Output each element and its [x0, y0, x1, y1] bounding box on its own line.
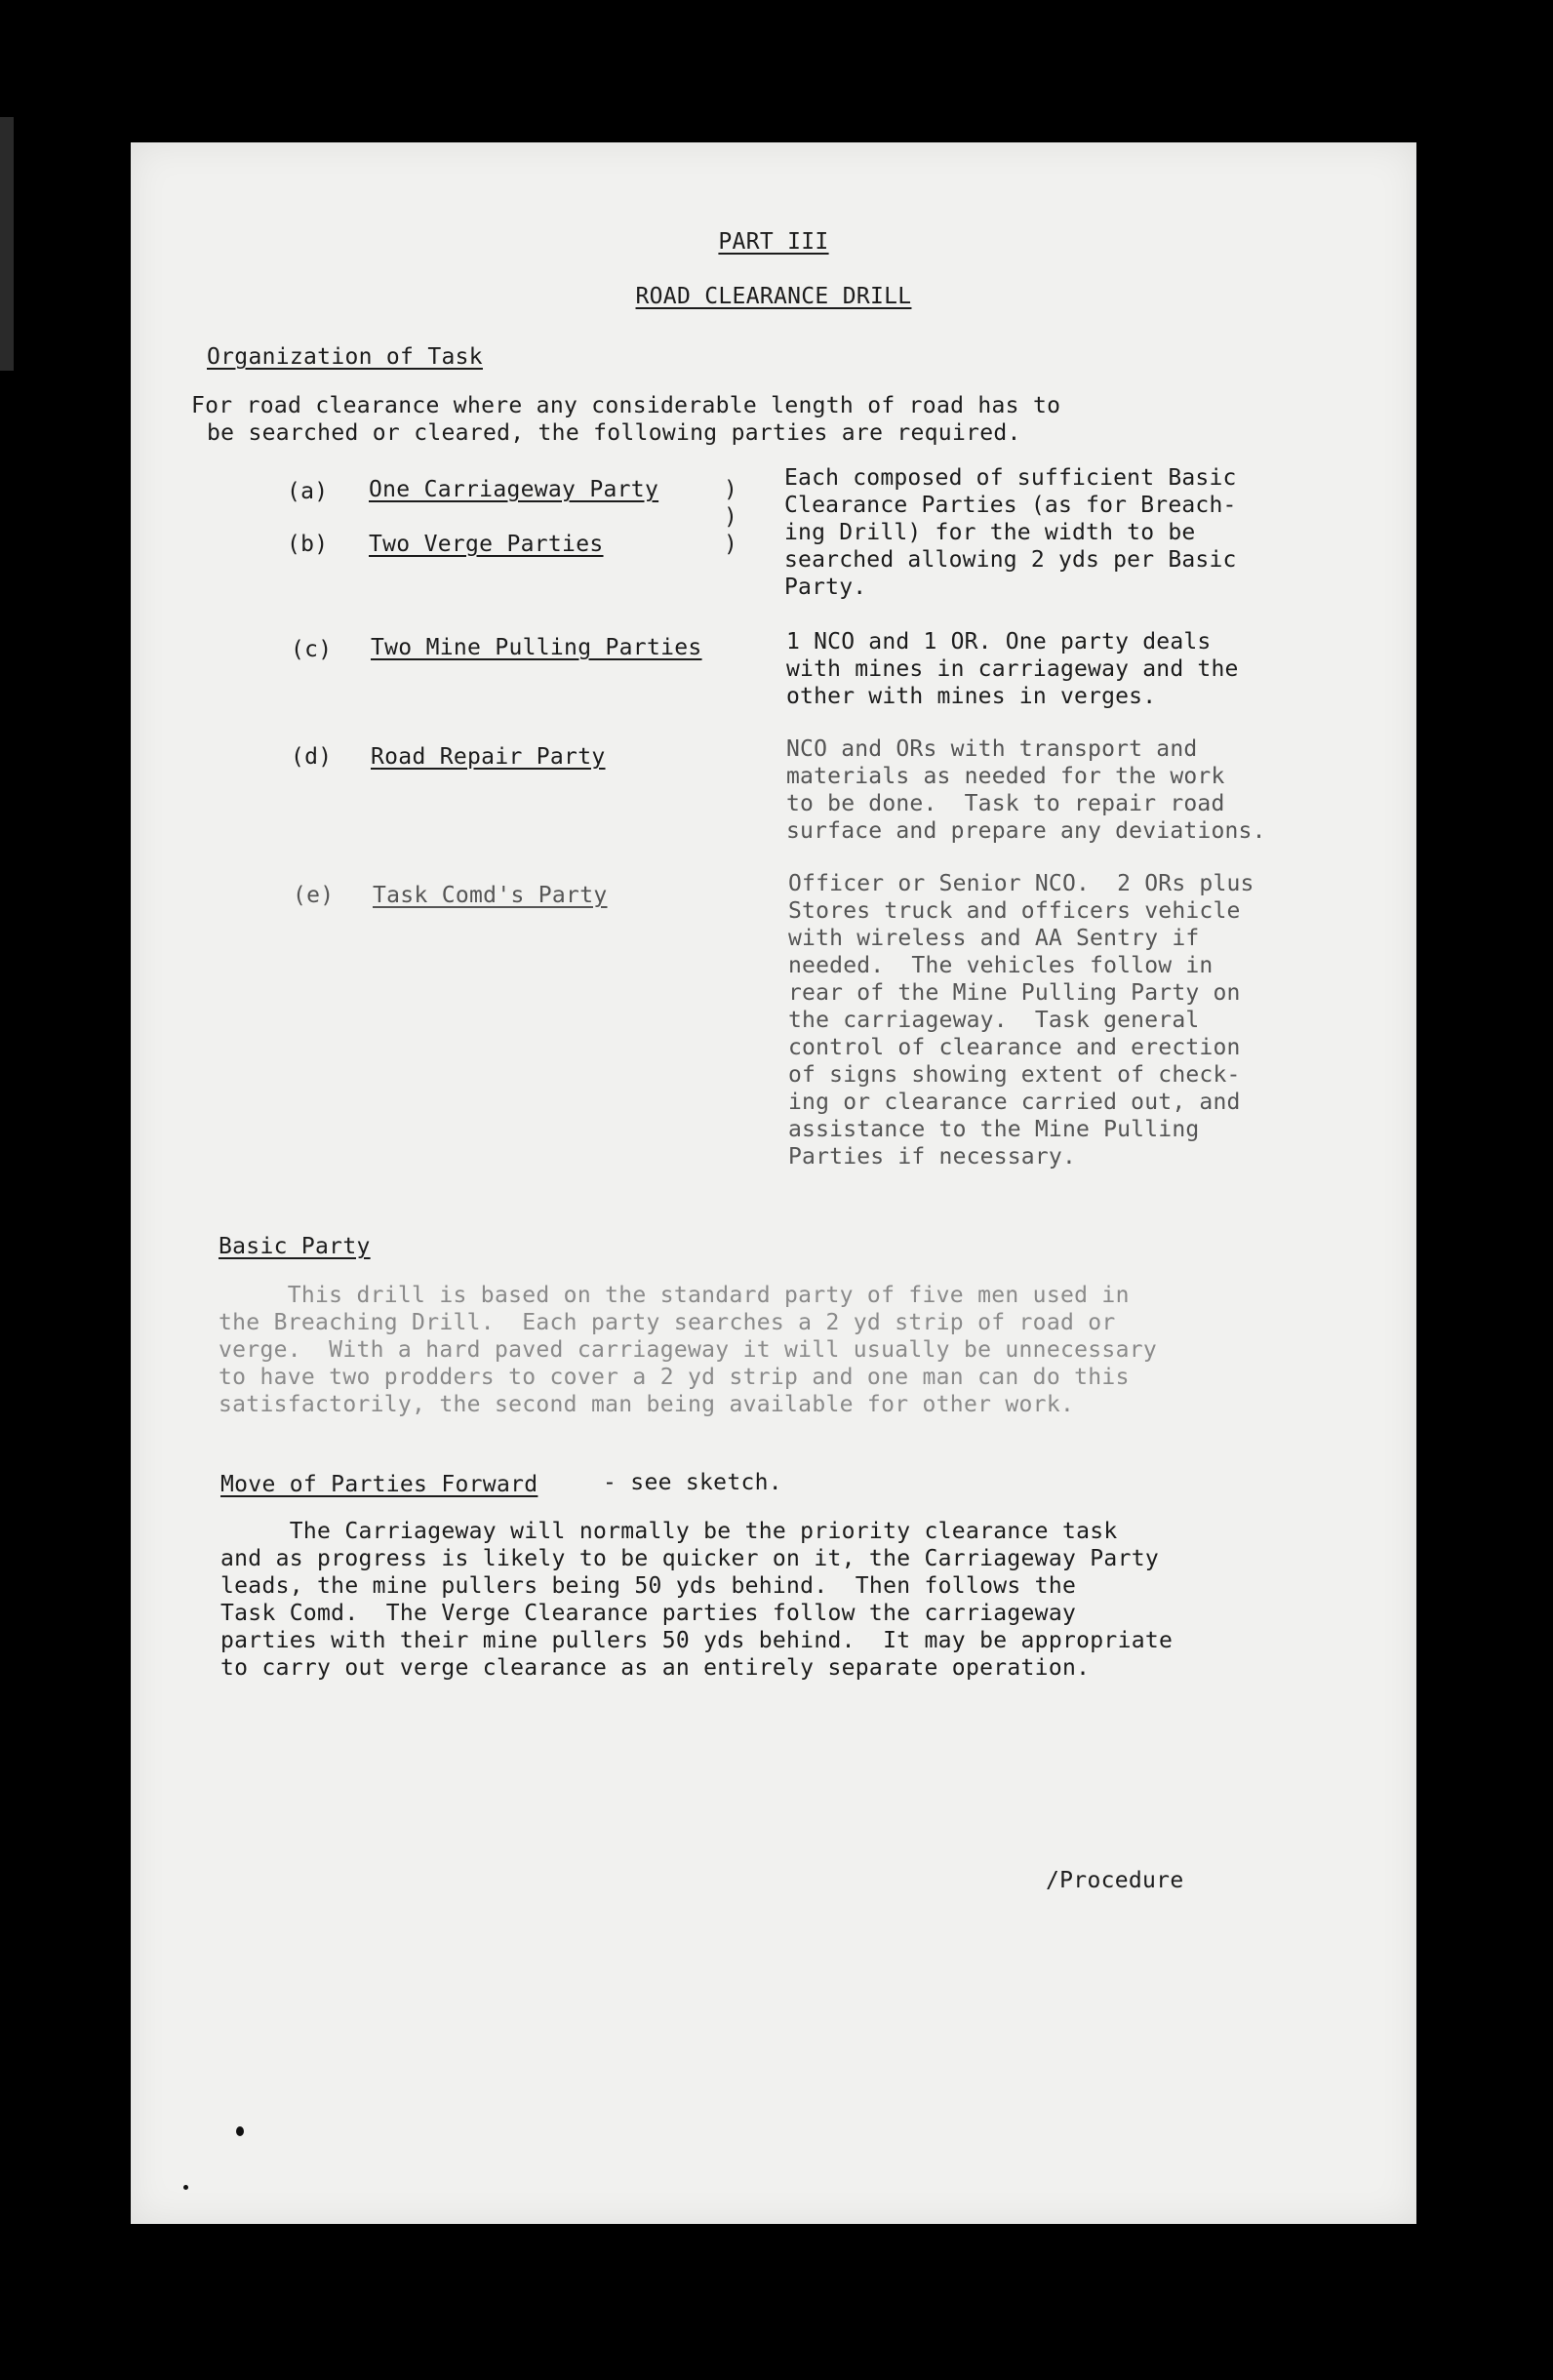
party-letter-e: (e)	[293, 883, 335, 908]
organization-intro-line-2: be searched or cleared, the following parties are required.	[207, 420, 1021, 446]
party-name-b: Two Verge Parties	[369, 532, 604, 557]
description-d: NCO and ORs with transport and materials as needed for the work to be done. Task to repair road surface and prepare any deviations.	[786, 736, 1266, 844]
document-page	[131, 142, 1416, 2224]
move-note: - see sketch.	[603, 1470, 782, 1495]
party-bracket-b: )	[724, 532, 738, 557]
basic-party-body: This drill is based on the standard party of five men used in the Breaching Drill. Each party searches a 2 yd strip of road or verge. With a hard paved carriageway it will usually be unnecessary to have two prodders to cover a 2 yd strip and one man can do this satisfactorily, the second man being available for other work.	[219, 1283, 1158, 1417]
party-letter-d: (d)	[291, 744, 333, 770]
description-c: 1 NCO and 1 OR. One party deals with mines in carriageway and the other with mines in verges.	[786, 629, 1239, 709]
party-letter-b: (b)	[287, 532, 329, 557]
description-ab: Each composed of sufficient Basic Clearance Parties (as for Breach- ing Drill) for the width to be searched allowing 2 yds per Basic Party.	[784, 465, 1237, 600]
film-edge	[0, 117, 14, 371]
move-body: The Carriageway will normally be the priority clearance task and as progress is likely to be quicker on it, the Carriageway Party leads, the mine pullers being 50 yds behind. Then follows the Task Comd. The Verge Clearance parties follow the carriageway parties with their mine pullers 50 yds behind. It may be appropriate to carry out verge clearance as an entirely separate operation.	[220, 1519, 1174, 1681]
continuation-catchword: /Procedure	[1046, 1868, 1184, 1893]
drill-title: ROAD CLEARANCE DRILL	[635, 284, 912, 309]
party-name-e: Task Comd's Party	[373, 883, 608, 908]
party-letter-c: (c)	[291, 637, 333, 662]
basic-party-heading: Basic Party	[219, 1234, 371, 1259]
party-letter-a: (a)	[287, 479, 329, 504]
organization-intro-line-1: For road clearance where any considerable length of road has to	[191, 393, 1061, 418]
party-name-c: Two Mine Pulling Parties	[371, 635, 702, 660]
part-title: PART III	[718, 229, 829, 255]
move-heading: Move of Parties Forward	[220, 1472, 538, 1497]
ink-speck	[236, 2126, 244, 2136]
party-name-d: Road Repair Party	[371, 744, 606, 770]
party-bracket-a: ) )	[724, 477, 738, 530]
organization-heading: Organization of Task	[207, 344, 483, 370]
party-name-a: One Carriageway Party	[369, 477, 659, 502]
ink-speck	[183, 2185, 188, 2190]
description-e: Officer or Senior NCO. 2 ORs plus Stores truck and officers vehicle with wireless and AA Sentry if needed. The vehicles follow in rear of the Mine Pulling Party on the carriageway. Task general control of clearance and erection of signs showing extent of check- ing or clearance carried out, and assistance to the Mine Pulling Parties if necessary.	[788, 871, 1254, 1170]
